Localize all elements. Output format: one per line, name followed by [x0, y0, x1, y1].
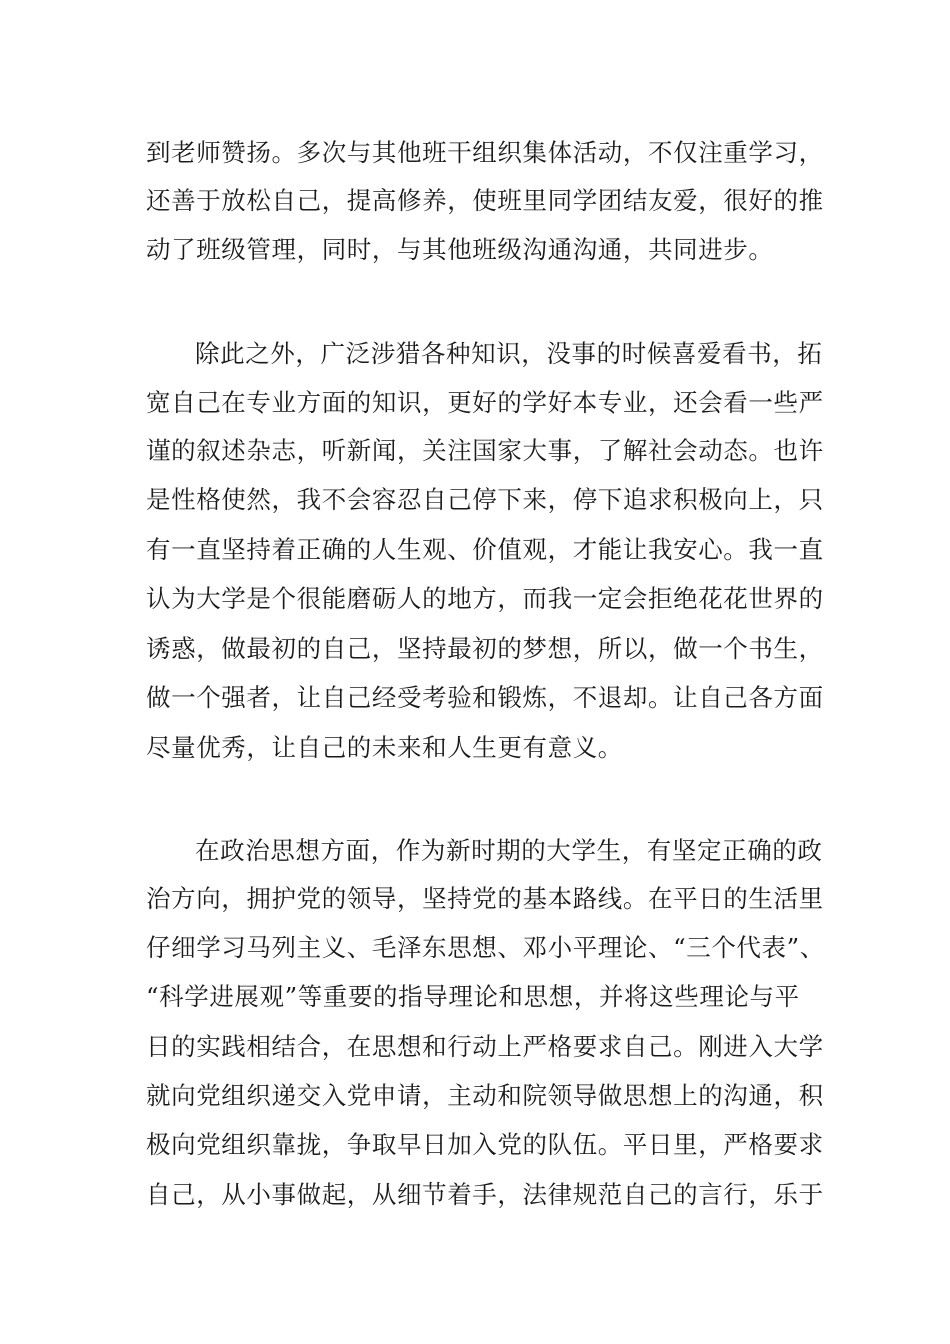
paragraph-2-line-8: 做一个强者，让自己经受考验和锻炼，不退却。让自己各方面 — [146, 683, 824, 712]
paragraph-3-line-7: 极向党组织靠拢，争取早日加入党的队伍。平日里，严格要求 — [146, 1130, 824, 1159]
paragraph-2-line-2: 宽自己在专业方面的知识，更好的学好本专业，还会看一些严 — [146, 388, 824, 417]
paragraph-2-line-3: 谨的叙述杂志，听新闻，关注国家大事，了解社会动态。也许 — [146, 436, 824, 465]
paragraph-2-line-6: 认为大学是个很能磨砺人的地方，而我一定会拒绝花花世界的 — [146, 584, 824, 613]
paragraph-2-line-9: 尽量优秀，让自己的未来和人生更有意义。 — [146, 733, 623, 762]
paragraph-2-line-1: 除此之外，广泛涉猎各种知识，没事的时候喜爱看书，拓 — [195, 339, 823, 368]
paragraph-1-line-2: 还善于放松自己，提高修养，使班里同学团结友爱，很好的推 — [146, 186, 824, 215]
paragraph-1-line-1: 到老师赞扬。多次与其他班干组织集体活动，不仅注重学习， — [146, 138, 824, 167]
paragraph-2-line-4: 是性格使然，我不会容忍自己停下来，停下追求积极向上，只 — [146, 485, 824, 514]
paragraph-3-line-1: 在政治思想方面，作为新时期的大学生，有坚定正确的政 — [195, 836, 823, 865]
paragraph-3-line-2: 治方向，拥护党的领导，坚持党的基本路线。在平日的生活里 — [146, 884, 824, 913]
paragraph-3-line-3: 仔细学习马列主义、毛泽东思想、邓小平理论、“三个代表”、 — [146, 933, 825, 962]
paragraph-3-line-8: 自己，从小事做起，从细节着手，法律规范自己的言行，乐于 — [146, 1180, 824, 1209]
paragraph-3-line-4: “科学进展观”等重要的指导理论和思想，并将这些理论与平 — [146, 982, 800, 1011]
paragraph-1-line-3: 动了班级管理，同时，与其他班级沟通沟通，共同进步。 — [146, 235, 774, 264]
paragraph-3-line-5: 日的实践相结合，在思想和行动上严格要求自己。刚进入大学 — [146, 1032, 824, 1061]
paragraph-2-line-5: 有一直坚持着正确的人生观、价值观，才能让我安心。我一直 — [146, 535, 824, 564]
paragraph-3-line-6: 就向党组织递交入党申请，主动和院领导做思想上的沟通，积 — [146, 1081, 824, 1110]
paragraph-2-line-7: 诱惑，做最初的自己，坚持最初的梦想，所以，做一个书生， — [146, 634, 824, 663]
